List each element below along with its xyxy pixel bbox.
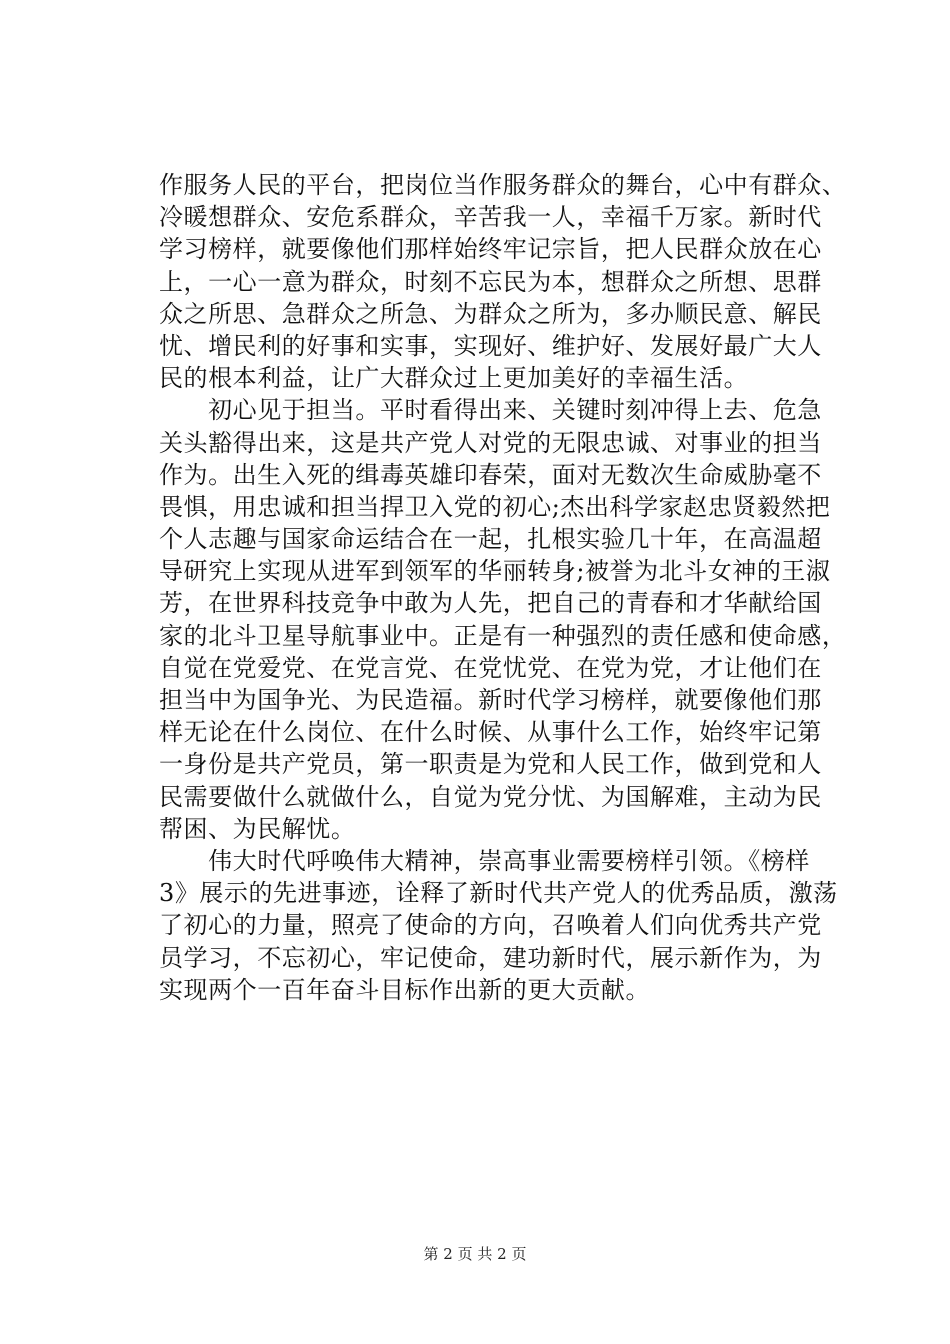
text-line: 民需要做什么就做什么，自觉为党分忧、为国解难，主动为民 [159,782,822,811]
text-line: 初心见于担当。平时看得出来、关键时刻冲得上去、危急 [159,396,822,425]
text-line: 帮困、为民解忧。 [159,814,356,843]
text-line: 上，一心一意为群众，时刻不忘民为本，想群众之所想、思群 [159,267,822,296]
text-line: 伟大时代呼唤伟大精神，崇高事业需要榜样引领。《榜样 [159,846,810,875]
body-text [159,169,847,1006]
text-line: 民的根本利益，让广大群众过上更加美好的幸福生活。 [159,364,749,393]
text-line: 学习榜样，就要像他们那样始终牢记宗旨，把人民群众放在心 [159,235,822,264]
text-line: 自觉在党爱党、在党言党、在党忧党、在党为党，才让他们在 [159,653,822,682]
text-line: 畏惧，用忠诚和担当捍卫入党的初心;杰出科学家赵忠贤毅然把 [159,492,831,521]
text-line: 个人志趣与国家命运结合在一起，扎根实验几十年，在高温超 [159,525,822,554]
text-line: 冷暖想群众、安危系群众，辛苦我一人，幸福千万家。新时代 [159,203,822,232]
text-line: 作服务人民的平台，把岗位当作服务群众的舞台，心中有群众、 [159,171,847,199]
text-line: 作为。出生入死的缉毒英雄印春荣，面对无数次生命威胁毫不 [159,460,822,489]
text-line: 担当中为国争光、为民造福。新时代学习榜样，就要像他们那 [159,686,822,714]
text-line: 员学习，不忘初心，牢记使命，建功新时代，展示新作为，为 [159,943,822,972]
text-line: 实现两个一百年奋斗目标作出新的更大贡献。 [159,975,650,1004]
text-line: 忧、增民利的好事和实事，实现好、维护好、发展好最广大人 [159,331,822,360]
text-line: 样无论在什么岗位、在什么时候、从事什么工作，始终牢记第 [159,718,822,747]
text-line: 关头豁得出来，这是共产党人对党的无限忠诚、对事业的担当 [159,428,822,457]
text-line: 芳，在世界科技竞争中敢为人先，把自己的青春和才华献给国 [159,589,822,618]
text-line: 3》展示的先进事迹，诠释了新时代共产党人的优秀品质，激荡 [159,879,838,908]
text-line: 家的北斗卫星导航事业中。正是有一种强烈的责任感和使命感， [159,621,847,650]
page-number-footer: 第 2 页 共 2 页 [423,1245,527,1263]
text-line: 了初心的力量，照亮了使命的方向，召唤着人们向优秀共产党 [159,911,822,940]
text-line: 众之所思、急群众之所急、为群众之所为，多办顺民意、解民 [159,299,822,328]
text-line: 一身份是共产党员，第一职责是为党和人民工作，做到党和人 [159,750,822,779]
text-line: 导研究上实现从进军到领军的华丽转身;被誉为北斗女神的王淑 [159,557,831,586]
